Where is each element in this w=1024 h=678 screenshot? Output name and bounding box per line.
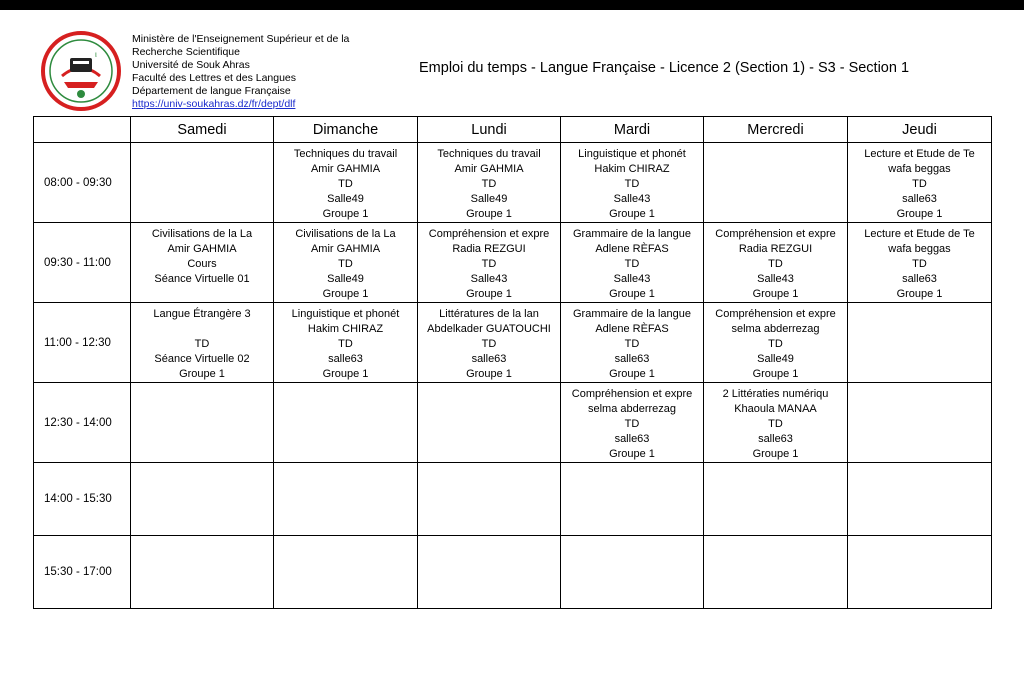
- time-slot-label: 11:00 - 12:30: [34, 303, 131, 383]
- room: salle63: [902, 273, 937, 285]
- timetable-title: Emploi du temps - Langue Française - Licence 2 (Section 1) - S3 - Section 1: [419, 60, 910, 76]
- teacher-name: Radia REZGUI: [738, 243, 813, 255]
- empty-cell: [131, 143, 274, 223]
- course-title: Compréhension et expre: [715, 308, 836, 320]
- course-cell: [274, 223, 418, 303]
- teacher-name: selma abderrezag: [731, 323, 820, 335]
- course-cell: [418, 143, 561, 223]
- empty-cell: [704, 463, 848, 536]
- group: Groupe 1: [322, 368, 369, 380]
- group: Groupe 1: [466, 208, 512, 220]
- empty-cell: [848, 463, 992, 536]
- session-type: TD: [338, 338, 353, 350]
- course-cell: [704, 303, 848, 383]
- empty-cell: [274, 463, 418, 536]
- day-header-mercredi: Mercredi: [704, 117, 848, 143]
- group: Groupe 1: [179, 368, 225, 380]
- teacher-name: Amir GAHMIA: [310, 243, 381, 255]
- session-type: TD: [768, 418, 783, 430]
- time-slot-label: 08:00 - 09:30: [34, 143, 131, 223]
- course-title: 2 Littératies numériqu: [722, 388, 829, 400]
- course-cell: [418, 223, 561, 303]
- room: Salle43: [470, 273, 508, 285]
- institution-header: [132, 33, 349, 111]
- session-type: TD: [624, 258, 640, 270]
- course-cell: [131, 303, 274, 383]
- time-slot-row: [34, 383, 992, 463]
- room: Salle49: [327, 193, 364, 205]
- course-title: Civilisations de la La: [295, 228, 396, 240]
- course-title: Compréhension et expre: [571, 388, 693, 400]
- timetable-body: [34, 143, 992, 609]
- time-slot-row: [34, 303, 992, 383]
- group: Groupe 1: [466, 368, 512, 380]
- university-logo: [40, 30, 122, 112]
- session-type: TD: [768, 338, 783, 350]
- group: Groupe 1: [322, 208, 369, 220]
- course-cell: [704, 383, 848, 463]
- time-slot-row: [34, 463, 992, 536]
- course-title: Grammaire de la langue: [572, 308, 691, 320]
- group: Groupe 1: [752, 448, 799, 460]
- empty-cell: [561, 463, 704, 536]
- teacher-name: Amir GAHMIA: [167, 243, 237, 255]
- course-cell: [848, 223, 992, 303]
- session-type: TD: [768, 258, 783, 270]
- room: salle63: [902, 193, 937, 205]
- session-type: TD: [624, 418, 640, 430]
- session-type: TD: [912, 258, 927, 270]
- group: Groupe 1: [896, 208, 943, 220]
- course-title: Grammaire de la langue: [572, 228, 691, 240]
- room: salle63: [758, 433, 793, 445]
- room: salle63: [614, 353, 650, 365]
- course-title: Langue Étrangère 3: [153, 308, 251, 320]
- course-title: Civilisations de la La: [151, 228, 253, 240]
- room: salle63: [471, 353, 507, 365]
- group: Groupe 1: [609, 208, 655, 220]
- empty-cell: [131, 536, 274, 609]
- time-slot-label: 15:30 - 17:00: [34, 536, 131, 609]
- empty-cell: [848, 536, 992, 609]
- teacher-name: Khaoula MANAA: [734, 403, 817, 415]
- time-slot-row: [34, 223, 992, 303]
- group: Groupe 1: [752, 288, 799, 300]
- department-name: Département de langue Française: [132, 85, 291, 97]
- group: Groupe 1: [466, 288, 512, 300]
- room: Séance Virtuelle 02: [154, 353, 250, 365]
- empty-cell: [418, 463, 561, 536]
- course-title: Lecture et Etude de Te: [864, 148, 975, 160]
- top-black-bar: [0, 0, 1024, 10]
- session-type: TD: [481, 178, 497, 190]
- room: Salle43: [613, 193, 651, 205]
- session-type: TD: [338, 178, 353, 190]
- day-header-dimanche: Dimanche: [274, 117, 418, 143]
- teacher-name: Abdelkader GUATOUCHI: [427, 323, 551, 335]
- time-slot-label: 14:00 - 15:30: [34, 463, 131, 536]
- ministry-line-1: Ministère de l'Enseignement Supérieur et de la: [132, 33, 350, 45]
- teacher-name: Adlene RÈFAS: [595, 323, 669, 335]
- day-header-samedi: Samedi: [131, 117, 274, 143]
- group: Groupe 1: [609, 448, 655, 460]
- teacher-name: Hakim CHIRAZ: [307, 323, 384, 335]
- teacher-name: [131, 322, 273, 337]
- day-header-jeudi: Jeudi: [848, 117, 992, 143]
- course-title: Compréhension et expre: [428, 228, 550, 240]
- timetable: [33, 116, 992, 609]
- day-header-mardi: Mardi: [561, 117, 704, 143]
- teacher-name: Amir GAHMIA: [454, 163, 524, 175]
- room: Séance Virtuelle 01: [154, 273, 250, 285]
- session-type: TD: [194, 338, 210, 350]
- group: Groupe 1: [609, 288, 655, 300]
- course-cell: [704, 223, 848, 303]
- svg-text:ι: ι: [95, 50, 97, 59]
- room: Salle49: [757, 353, 794, 365]
- empty-cell: [274, 536, 418, 609]
- course-cell: [561, 383, 704, 463]
- course-cell: [561, 223, 704, 303]
- empty-cell: [274, 383, 418, 463]
- header-row: [34, 117, 992, 143]
- course-title: Techniques du travail: [293, 148, 398, 160]
- teacher-name: Adlene RÈFAS: [595, 243, 669, 255]
- empty-cell: [704, 143, 848, 223]
- day-header-lundi: Lundi: [418, 117, 561, 143]
- room: Salle43: [757, 273, 794, 285]
- course-cell: [418, 303, 561, 383]
- course-cell: [561, 143, 704, 223]
- course-title: Linguistique et phonét: [578, 148, 686, 160]
- time-slot-label: 09:30 - 11:00: [34, 223, 131, 303]
- empty-cell: [131, 383, 274, 463]
- course-cell: [561, 303, 704, 383]
- group: Groupe 1: [896, 288, 943, 300]
- teacher-name: selma abderrezag: [587, 403, 677, 415]
- course-cell: [274, 143, 418, 223]
- teacher-name: Hakim CHIRAZ: [594, 163, 670, 175]
- teacher-name: Amir GAHMIA: [310, 163, 381, 175]
- room: Salle49: [327, 273, 364, 285]
- course-title: Compréhension et expre: [715, 228, 836, 240]
- course-cell: [274, 303, 418, 383]
- course-title: Techniques du travail: [437, 148, 541, 160]
- empty-cell: [418, 536, 561, 609]
- teacher-name: wafa beggas: [888, 243, 951, 255]
- empty-cell: [848, 303, 992, 383]
- empty-cell: [131, 463, 274, 536]
- session-type: TD: [624, 338, 640, 350]
- time-slot-row: [34, 143, 992, 223]
- group: Groupe 1: [752, 368, 799, 380]
- ministry-line-2: Recherche Scientifique: [132, 46, 240, 58]
- group: Groupe 1: [322, 288, 369, 300]
- course-title: Linguistique et phonét: [291, 308, 400, 320]
- teacher-name: wafa beggas: [888, 163, 951, 175]
- room: Salle49: [470, 193, 508, 205]
- time-slot-label: 12:30 - 14:00: [34, 383, 131, 463]
- course-title: Lecture et Etude de Te: [864, 228, 975, 240]
- room: salle63: [614, 433, 650, 445]
- teacher-name: Radia REZGUI: [452, 243, 526, 255]
- course-title: Littératures de la lan: [439, 308, 539, 320]
- empty-cell: [561, 536, 704, 609]
- room: salle63: [328, 353, 363, 365]
- faculty-name: Faculté des Lettres et des Langues: [132, 72, 297, 84]
- course-cell: [848, 143, 992, 223]
- course-cell: [131, 223, 274, 303]
- group: Groupe 1: [609, 368, 655, 380]
- session-type: Cours: [187, 258, 217, 270]
- university-name: Université de Souk Ahras: [132, 59, 250, 71]
- department-link[interactable]: https://univ-soukahras.dz/fr/dept/dlf: [132, 98, 296, 110]
- empty-cell: [418, 383, 561, 463]
- empty-cell: [848, 383, 992, 463]
- time-slot-row: [34, 536, 992, 609]
- session-type: TD: [481, 338, 497, 350]
- session-type: TD: [624, 178, 640, 190]
- corner-cell: [34, 117, 131, 143]
- empty-cell: [704, 536, 848, 609]
- room: Salle43: [613, 273, 651, 285]
- session-type: TD: [912, 178, 927, 190]
- session-type: TD: [481, 258, 497, 270]
- session-type: TD: [338, 258, 353, 270]
